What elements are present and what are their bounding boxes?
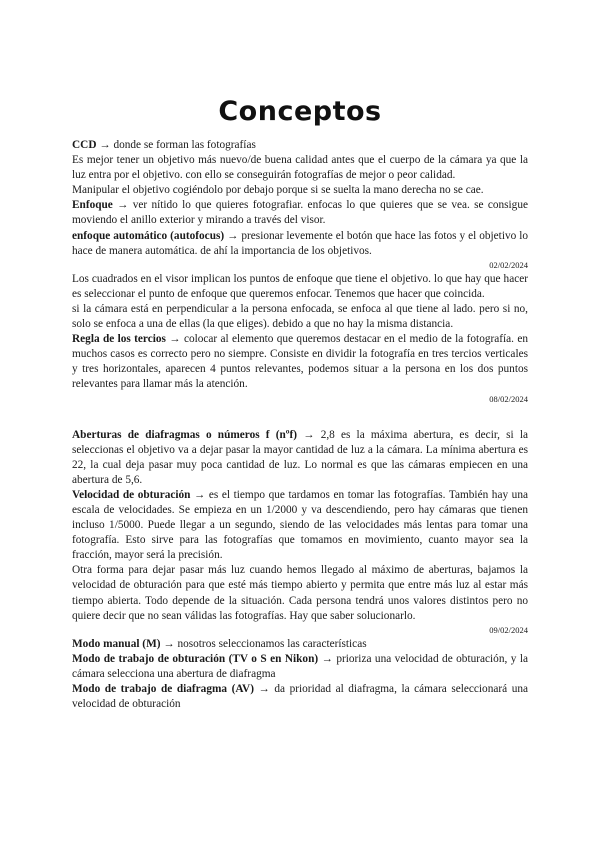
paragraph-autofocus: [72, 229, 528, 259]
term-aberturas: Aberturas de diafragmas o números f (nºf): [72, 428, 298, 441]
definition-modo-obturacion: prioriza una velocidad de obturación, y la cámara selecciona una abertura de diafragma: [72, 652, 528, 680]
paragraph-modo-diafragma: [72, 682, 528, 712]
definition-modo-manual: nosotros seleccionamos las características: [177, 637, 367, 650]
definition-aberturas: 2,8 es la máxima abertura, es decir, si la seleccionas el objetivo va a dejar pasar la mayor cantidad de luz a la cámara. La mínima abertura es 22, la cual deja pasar muy poca cantidad de luz. Lo normal es que las cámaras empiecen en una abertura de 5,6.: [72, 428, 528, 486]
term-modo-diafragma: Modo de trabajo de diafragma (AV): [72, 683, 254, 695]
document-page: [72, 96, 528, 712]
term-velocidad: Velocidad de obturación: [72, 488, 191, 501]
paragraph-manipular: Manipular el objetivo cogiéndolo por debajo porque si se suelta la mano derecha no se cae.: [72, 184, 484, 197]
paragraph-ccd: [72, 138, 528, 153]
term-enfoque: Enfoque: [72, 199, 113, 212]
term-ccd: CCD: [72, 139, 97, 151]
term-autofocus: enfoque automático (autofocus): [72, 229, 225, 242]
arrow: →: [194, 488, 206, 501]
arrow: →: [227, 229, 239, 242]
definition-autofocus: presionar levemente el botón que hace las fotos y el objetivo lo hace de manera automática. de ahí la importancia de los objetivos.: [72, 229, 528, 257]
arrow: →: [321, 652, 333, 665]
definition-tercios: colocar al elemento que queremos destacar en el medio de la fotografía. en muchos casos es correcto pero no siempre. Consiste en dividir la fotografía en tres tercios verticales y tres horizontales, aparecen 4 puntos relevantes, podemos situar a la persona en los dos puntos relevantes para llamar más la atención.: [72, 333, 529, 391]
paragraph-tercios: [72, 332, 528, 392]
arrow: →: [99, 139, 111, 151]
arrow: →: [169, 333, 181, 346]
term-modo-obturacion: Modo de trabajo de obturación (TV o S en Nikon): [72, 652, 319, 665]
paragraph-modo-obturacion: [72, 652, 528, 682]
term-tercios: Regla de los tercios: [72, 333, 166, 346]
paragraph-perpendicular: si la cámara está en perpendicular a la persona enfocada, se enfoca al que tiene al lado. pero si no, solo se enfoca a una de ellas (la que eliges). debido a que no hay la misma distancia.: [72, 302, 528, 331]
section-gap: [72, 406, 528, 428]
paragraph-velocidad: [72, 488, 528, 563]
page-title: Conceptos: [218, 96, 382, 127]
arrow: →: [117, 199, 129, 212]
paragraph-otra-forma: Otra forma para dejar pasar más luz cuando hemos llegado al máximo de aberturas, bajamos la velocidad de obturación para que esté más tiempo abierto y permita que entre más luz al estar más tiempo abierta. Todo depende de la situación. Cada persona tendrá unos valores distintos pero no quiere decir que no sean válidas las fotografías. Hay que saber solucionarlo.: [72, 564, 528, 622]
paragraph-enfoque: [72, 198, 528, 228]
arrow: →: [258, 683, 270, 695]
date-1: 02/02/2024: [489, 259, 528, 270]
date-2: 08/02/2024: [489, 393, 528, 404]
definition-ccd: donde se forman las fotografías: [113, 139, 256, 151]
definition-velocidad: es el tiempo que tardamos en tomar las fotografías. También hay una escala de velocidades. Se empieza en un 1/2000 y va descendiendo, pero hay cámaras que tienen incluso 1/5000. Puede llegar a un segundo, siendo de las velocidades más lentas para tomar una fotografía. Esto sirve para las fotografías que tomamos en movimiento, cuanto mayor sea la fracción, mayor será la precisión.: [72, 488, 528, 562]
paragraph-objetivo: Es mejor tener un objetivo más nuevo/de buena calidad antes que el cuerpo de la cámara ya que la luz entra por el objetivo. con ello se conseguirán fotografías de mejor o peor calidad.: [72, 154, 528, 182]
paragraph-cuadrados: Los cuadrados en el visor implican los puntos de enfoque que tiene el objetivo. lo que hay que hacer es seleccionar el punto de enfoque que queremos enfocar. Tenemos que hacer que coincida.: [72, 272, 528, 300]
definition-modo-diafragma: da prioridad al diafragma, la cámara seleccionará una velocidad de obturación: [72, 683, 529, 711]
arrow: →: [303, 428, 315, 441]
definition-enfoque: ver nítido lo que quieres fotografiar. enfocas lo que quieres que se vea. se consigue moviendo el anillo exterior y mirando a través del visor.: [72, 199, 528, 227]
date-3: 09/02/2024: [489, 624, 528, 635]
arrow: →: [163, 637, 175, 650]
paragraph-aberturas: [72, 428, 528, 488]
paragraph-modo-manual: [72, 637, 528, 652]
term-modo-manual: Modo manual (M): [72, 637, 161, 650]
